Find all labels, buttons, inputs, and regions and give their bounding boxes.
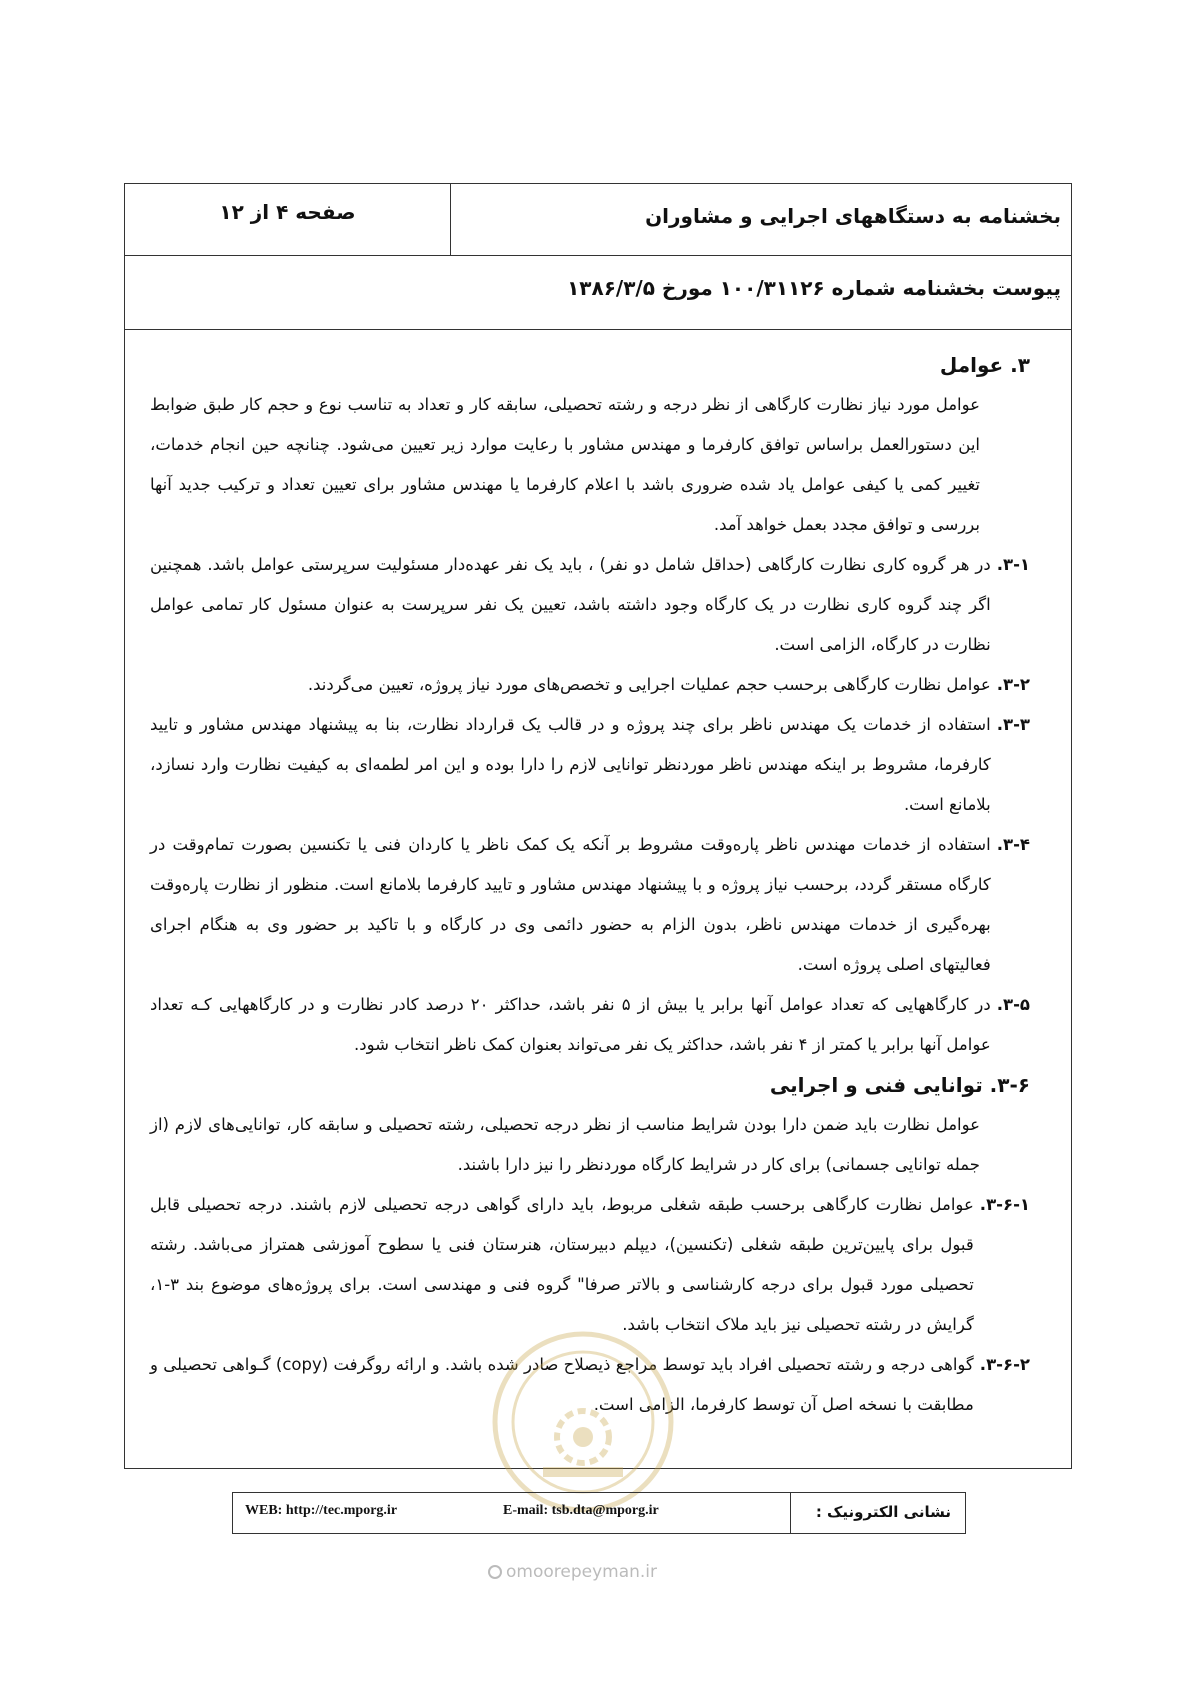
clause-number: ۳-۱. [996,555,1030,574]
document-body [150,345,1030,1425]
site-watermark [488,1562,657,1582]
clause-text: عوامل نظارت کارگاهی برحسب طبقه شغلی مربوط، باید دارای گواهی درجه تحصیلی لازم باشند. درجه تحصیلی قابل قبول برای پایین‌ترین طبقه شغلی (تکنسین)، دیپلم دبیرستان، هنرستان فنی یا سطوح آموزشی همتراز می‌باشد. رشته تحصیلی مورد قبول برای درجه کارشناسی و بالاتر صرفا" گروه فنی و مهندسی است. برای پروژه‌های موضوع بند ۳-۱، گرایش در رشته تحصیلی نیز باید ملاک انتخاب باشد. [150,1195,974,1334]
header-row-annex [125,256,1071,330]
clause-text: عوامل نظارت کارگاهی برحسب حجم عملیات اجرایی و تخصص‌های مورد نیاز پروژه، تعیین می‌گردند. [307,675,991,694]
footer-divider [790,1493,791,1533]
footer-web-link[interactable]: WEB: http://tec.mporg.ir [245,1503,398,1518]
section-heading: ۳. عوامل [939,353,1030,377]
clause-3-6-1 [150,1185,1030,1345]
clause-number: ۳-۴. [996,835,1030,854]
annex-reference: پیوست بخشنامه شماره ۱۰۰/۳۱۱۲۶ مورخ ۱۳۸۶/۳/۵ [567,276,1061,300]
document-title: بخشنامه به دستگاههای اجرایی و مشاوران [645,204,1061,228]
clause-3-4 [150,825,1030,985]
header-divider [450,184,451,256]
clause-text: در کارگاههایی که تعداد عوامل آنها برابر یا بیش از ۵ نفر باشد، حداکثر ۲۰ درصد کادر نظارت و در کارگاههایی کـه تعداد عوامل آنها برابر یا کمتر از ۴ نفر باشد، حداکثر یک نفر می‌تواند بعنوان کمک ناظر انتخاب شود. [150,995,991,1054]
footer-label: نشانی الکترونیک : [815,1503,951,1521]
footer-contact-box [232,1492,966,1534]
clause-text: در هر گروه کاری نظارت کارگاهی (حداقل شامل دو نفر) ، باید یک نفر عهده‌دار مسئولیت سرپرستی عوامل باشد. همچنین اگر چند گروه کاری نظارت در یک کارگاه وجود داشته باشد، تعیین یک نفر سرپرست به عنوان مسئول کار تمامی عوامل نظارت در کارگاه، الزامی است. [150,555,991,654]
logo-icon [488,1565,502,1579]
clause-3-3 [150,705,1030,825]
page-number: صفحه ۴ از ۱۲ [219,200,356,224]
clause-text: استفاده از خدمات مهندس ناظر پاره‌وقت مشروط بر آنکه یک کمک ناظر یا کاردان فنی یا تکنسین بصورت تمام‌وقت در کارگاه مستقر گردد، برحسب نیاز پروژه و با پیشنهاد مهندس مشاور و تایید کارفرما بلامانع است. منظور از نظارت پاره‌وقت بهره‌گیری از خدمات مهندس ناظر، بدون الزام به حضور دائمی وی در کارگاه و با تاکید بر حضور وی به هنگام اجرای فعالیتهای اصلی پروژه است. [150,835,991,974]
site-watermark-text: omoorepeyman.ir [506,1562,658,1582]
section-intro: عوامل مورد نیاز نظارت کارگاهی از نظر درجه و رشته تحصیلی، سابقه کار و تعداد به تناسب نوع و حجم کار طبق ضوابط این دستورالعمل براساس توافق کارفرما و مهندس مشاور با رعایت موارد زیر تعیین می‌شود. چنانچه حین انجام خدمات، تغییر کمی یا کیفی عوامل یاد شده ضروری باشد با اعلام کارفرما یا مهندس مشاور برای تعیین تعداد و ترکیب جدید آنها بررسی و توافق مجدد بعمل خواهد آمد. [150,395,980,534]
clause-3-1 [150,545,1030,665]
footer-email-link[interactable]: E-mail: tsb.dta@mporg.ir [503,1503,659,1518]
clause-number: ۳-۵. [996,995,1030,1014]
subsection-intro: عوامل نظارت باید ضمن دارا بودن شرایط مناسب از نظر درجه تحصیلی، رشته تحصیلی و سابقه کار، توانایی‌های لازم (از جمله توانایی جسمانی) برای کار در شرایط کارگاه موردنظر را نیز دارا باشند. [150,1115,980,1174]
clause-text: گواهی درجه و رشته تحصیلی افراد باید توسط مراجع ذیصلاح صادر شده باشد. و ارائه روگرفت (copy) گـواهی تحصیلی و مطابقت با نسخه اصل آن توسط کارفرما، الزامی است. [150,1355,974,1414]
header-row-title [125,184,1071,256]
subsection-heading: ۳-۶. توانایی فنی و اجرایی [769,1073,1030,1097]
clause-3-5 [150,985,1030,1065]
clause-text: استفاده از خدمات یک مهندس ناظر برای چند پروژه و در قالب یک قرارداد نظارت، بنا به پیشنهاد مهندس مشاور و تایید کارفرما، مشروط بر اینکه مهندس ناظر موردنظر توانایی لازم را دارا بوده و این امر لطمه‌ای به کیفیت نظارت وارد نسازد، بلامانع است. [150,715,991,814]
clause-number: ۳-۳. [996,715,1030,734]
clause-number: ۳-۶-۲. [979,1355,1030,1374]
clause-number: ۳-۲. [996,675,1030,694]
clause-3-2 [150,665,1030,705]
clause-number: ۳-۶-۱. [979,1195,1030,1214]
clause-3-6-2 [150,1345,1030,1425]
